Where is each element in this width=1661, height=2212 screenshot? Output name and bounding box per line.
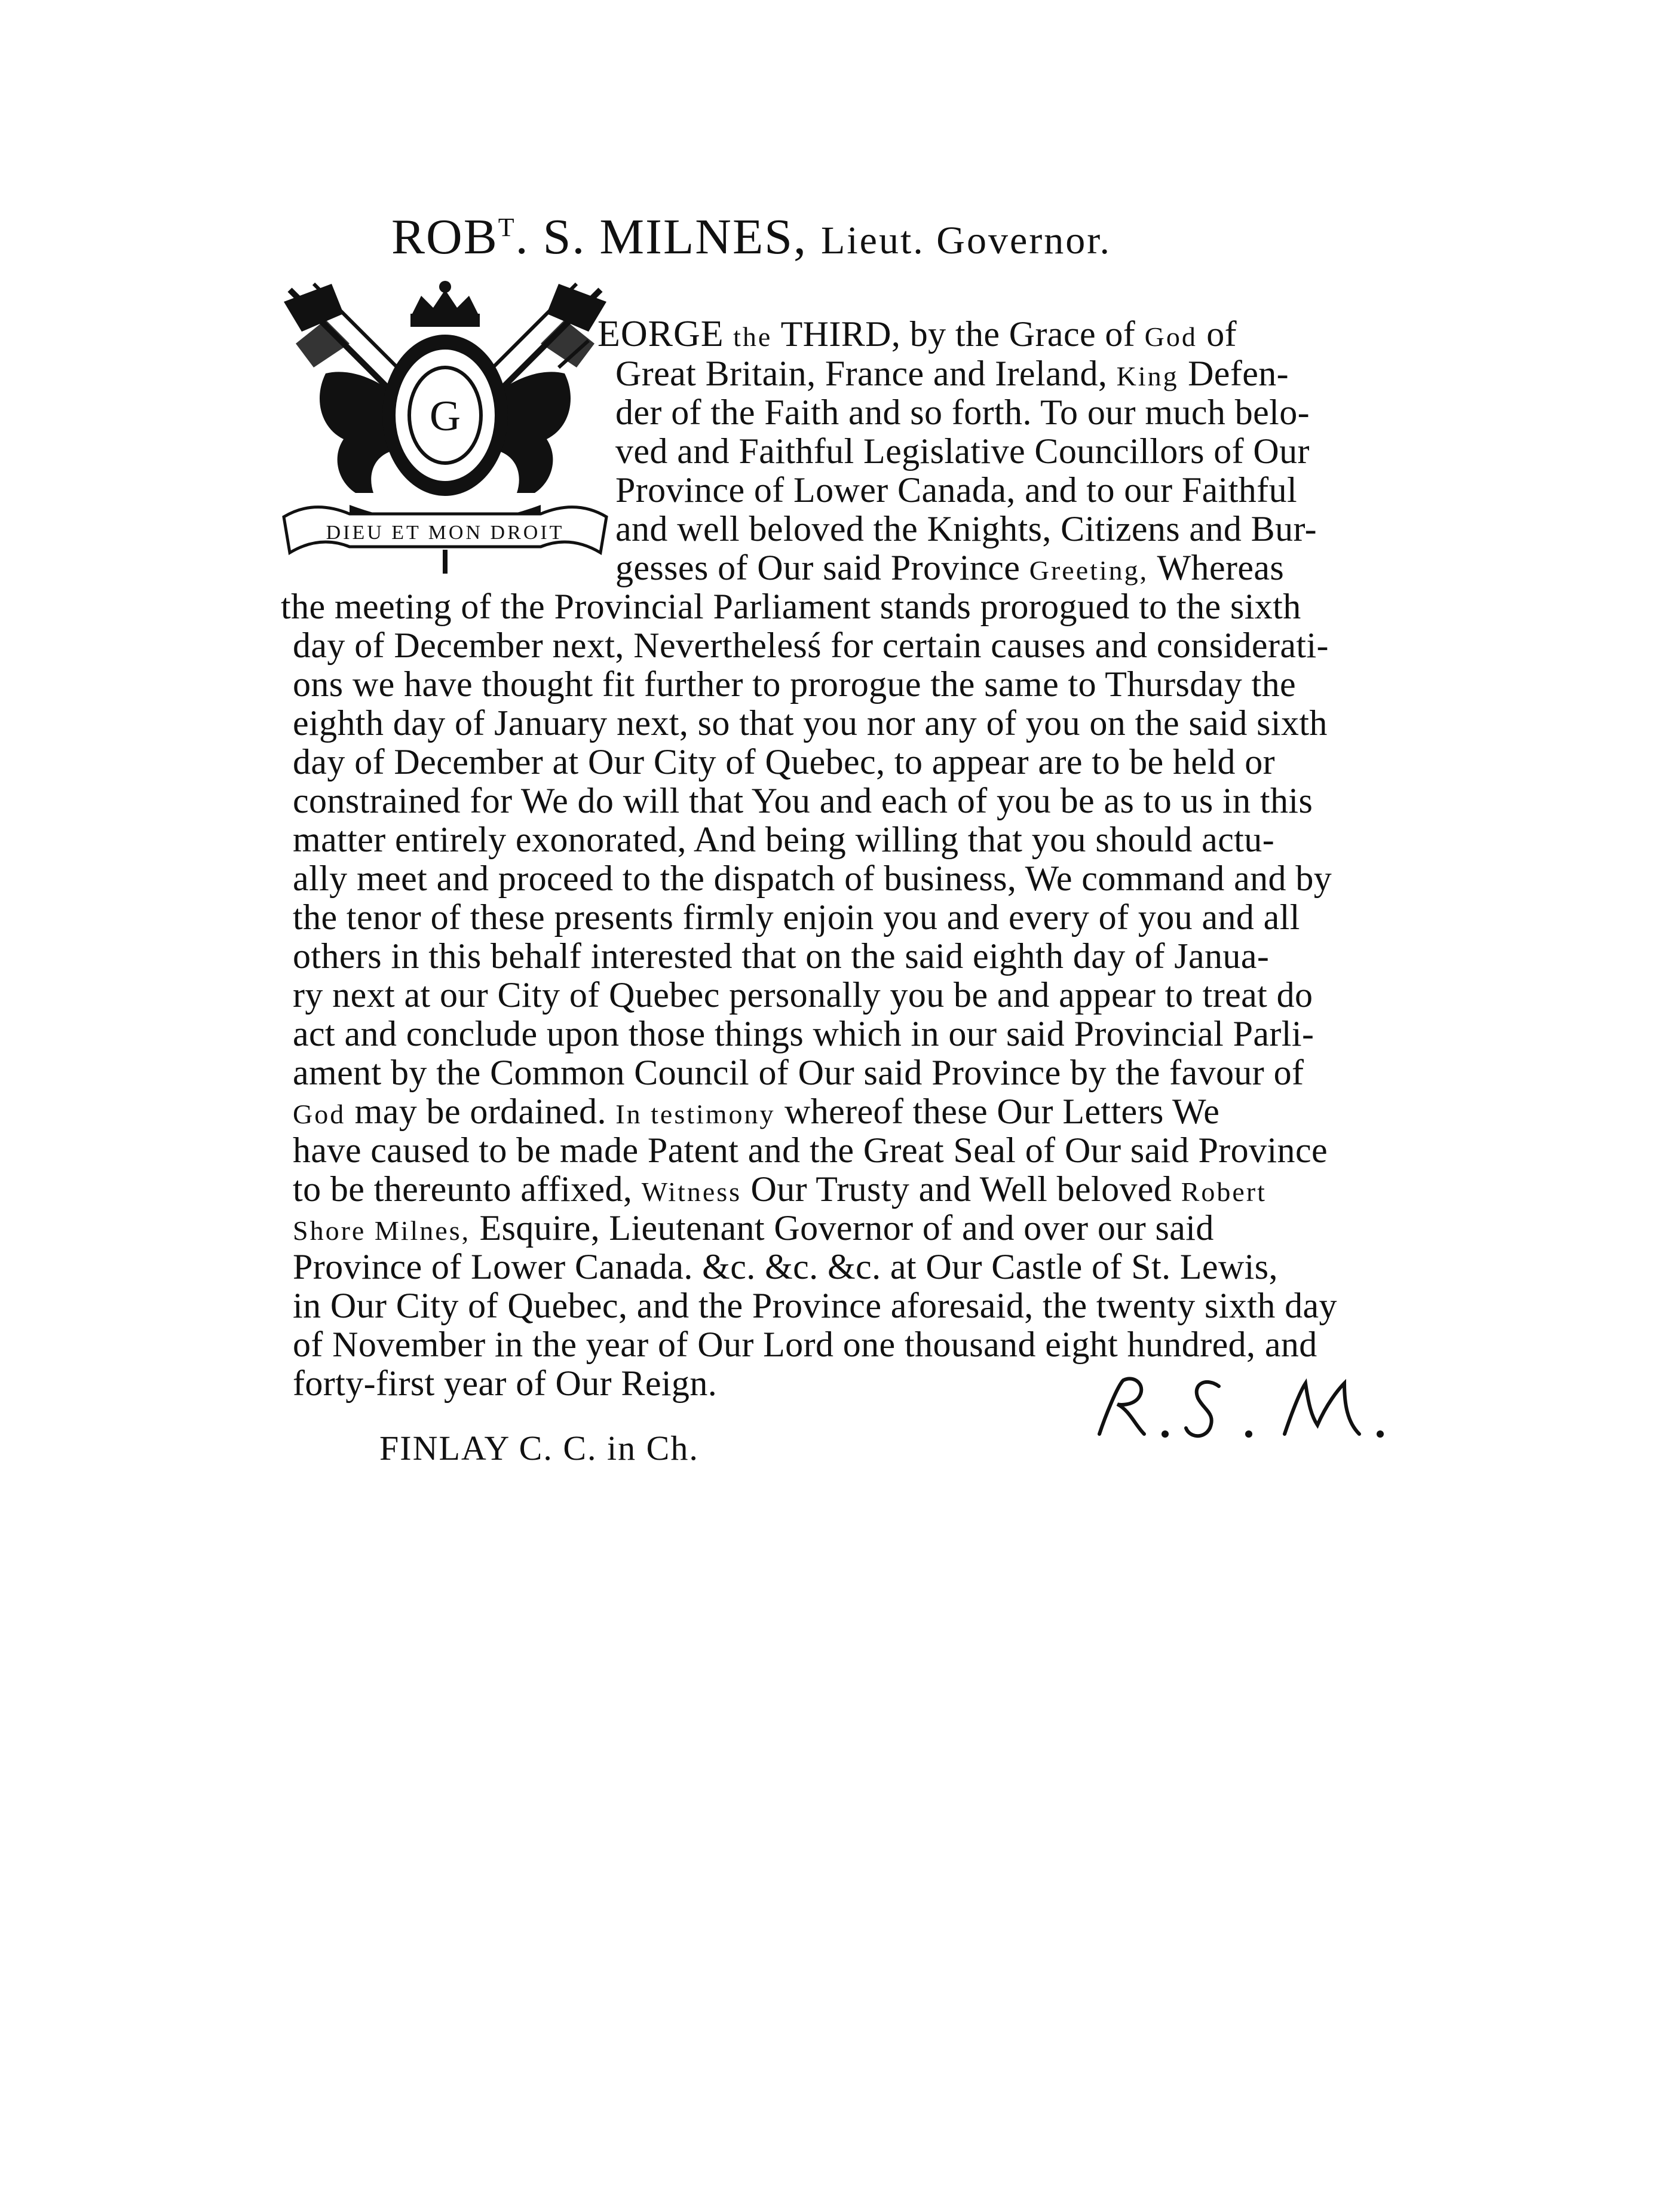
- body-line-8: the meeting of the Provincial Parliament stands prorogued to the sixth: [281, 587, 1301, 626]
- body-line-26: in Our City of Quebec, and the Province aforesaid, the twenty sixth day: [293, 1286, 1337, 1325]
- line21-text: may be ordained.: [354, 1092, 606, 1131]
- body-line-4: ved and Faithful Legislative Councillors of Our: [615, 431, 1310, 471]
- opening-the: the: [733, 321, 773, 352]
- god-word: God: [1144, 321, 1197, 352]
- shore-milnes-words: Shore Milnes,: [293, 1215, 471, 1246]
- body-line-11: eighth day of January next, so that you nor any of you on the said sixth: [293, 703, 1328, 743]
- line7-text: gesses of Our said Province: [615, 548, 1020, 587]
- body-line-7: [615, 550, 1284, 586]
- crown-icon: [410, 281, 480, 327]
- god-word: God: [293, 1099, 346, 1129]
- line2-end: Defen-: [1188, 354, 1289, 393]
- body-line-15: ally meet and proceed to the dispatch of business, We command and by: [293, 859, 1332, 898]
- body-line-2: [615, 356, 1289, 391]
- body-line-12: day of December at Our City of Quebec, to appear are to be held or: [293, 742, 1276, 782]
- body-line-28: forty-first year of Our Reign.: [293, 1364, 718, 1403]
- body-line-23: [293, 1171, 1267, 1207]
- line21-end: whereof these Our Letters We: [784, 1092, 1220, 1131]
- body-line-17: others in this behalf interested that on the said eighth day of Janua-: [293, 936, 1270, 976]
- body-line-22: have caused to be made Patent and the Great Seal of Our said Province: [293, 1130, 1328, 1170]
- body-line-21: [293, 1093, 1219, 1129]
- body-line-14: matter entirely exonorated, And being willing that you should actu-: [293, 820, 1275, 859]
- heading-name-superscript: T: [498, 213, 516, 242]
- crest-motto: DIEU ET MON DROIT: [326, 522, 565, 544]
- opening-words: EORGE: [597, 314, 724, 354]
- body-line-6: and well beloved the Knights, Citizens and Bur-: [615, 509, 1317, 549]
- heading-name-rest: . S. MILNES,: [515, 209, 807, 265]
- body-line-25: Province of Lower Canada. &c. &c. &c. at Our Castle of St. Lewis,: [293, 1247, 1278, 1286]
- body-line-9: day of December next, Neverthelesś for certain causes and considerati-: [293, 626, 1329, 665]
- in-testimony-words: In testimony: [615, 1099, 776, 1129]
- line7-end: Whereas: [1157, 548, 1285, 587]
- king-word: King: [1116, 361, 1179, 391]
- robert-word: Robert: [1181, 1177, 1267, 1207]
- crest-center-letter: G: [430, 392, 461, 440]
- line23-text: to be thereunto affixed,: [293, 1169, 633, 1209]
- line1-text: THIRD, by the Grace of: [780, 314, 1136, 354]
- body-line-24: [293, 1210, 1214, 1246]
- body-line-19: act and conclude upon those things which in our said Provincial Parli-: [293, 1014, 1314, 1053]
- royal-coat-of-arms: [278, 278, 612, 577]
- body-line-3: der of the Faith and so forth. To our much belo-: [615, 393, 1310, 432]
- greeting-word: Greeting,: [1029, 555, 1149, 586]
- body-line-13: constrained for We do will that You and each of you be as to us in this: [293, 781, 1313, 820]
- body-line-27: of November in the year of Our Lord one thousand eight hundred, and: [293, 1325, 1317, 1364]
- line24-text: Esquire, Lieutenant Governor of and over our said: [479, 1208, 1214, 1248]
- body-line-20: ament by the Common Council of Our said Province by the favour of: [293, 1053, 1304, 1092]
- body-line-18: ry next at our City of Quebec personally you be and appear to treat do: [293, 975, 1313, 1015]
- witness-word: Witness: [641, 1177, 742, 1207]
- proclamation-heading: [391, 209, 1112, 265]
- body-line-16: the tenor of these presents firmly enjoin you and every of you and all: [293, 897, 1300, 937]
- attestation-signature: FINLAY C. C. in Ch.: [379, 1429, 699, 1467]
- line2-text: Great Britain, France and Ireland,: [615, 354, 1108, 393]
- heading-name: ROB: [391, 209, 498, 265]
- body-line-5: Province of Lower Canada, and to our Faithful: [615, 470, 1298, 510]
- signature-initials: [1081, 1368, 1392, 1446]
- line1-end: of: [1206, 314, 1237, 354]
- heading-title: Lieut. Governor.: [821, 219, 1112, 262]
- body-line-1: [597, 315, 1237, 353]
- line23-mid: Our Trusty and Well beloved: [750, 1169, 1172, 1209]
- body-line-10: ons we have thought fit further to prorogue the same to Thursday the: [293, 664, 1297, 704]
